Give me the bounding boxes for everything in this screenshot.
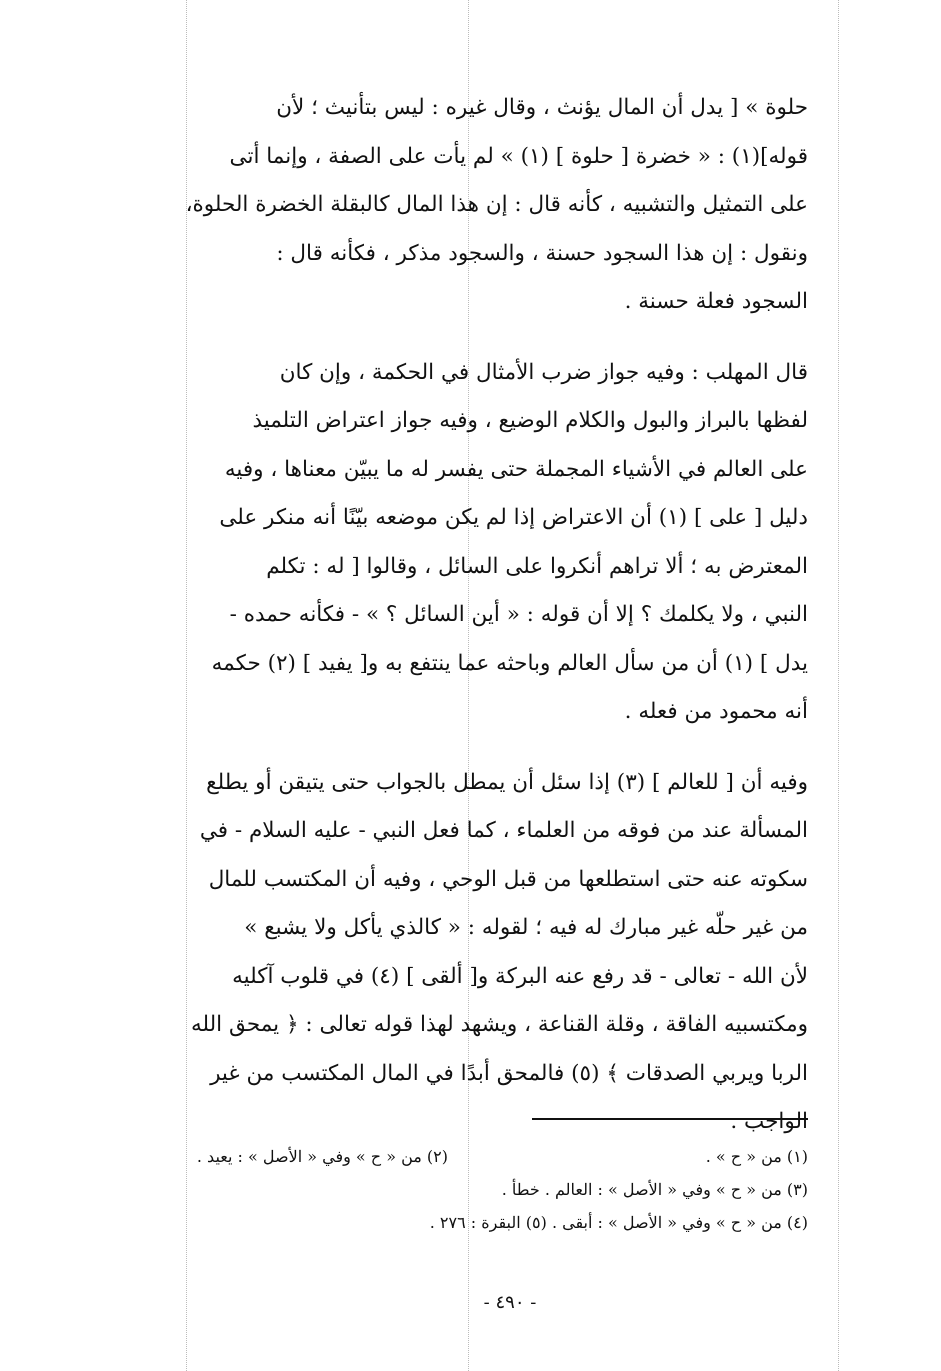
- paragraph: [118, 759, 808, 1147]
- text-line: السجود فعلة حسنة .: [624, 289, 808, 314]
- paragraph: [118, 84, 808, 327]
- scan-guide-line: [838, 0, 839, 1371]
- footnote-3: (٣) من « ح » وفي « الأصل » : العالم . خطأ .: [501, 1180, 808, 1199]
- text-line: ومكتسبيه الفاقة ، وقلة القناعة ، ويشهد لهذا قوله تعالى : ﴿ يمحق الله: [190, 1012, 808, 1037]
- text-line: يدل ] (١) أن من سأل العالم وباحثه عما ينتفع به و[ يفيد ] (٢) حكمه: [211, 650, 808, 676]
- page-number: - ٤٩٠ -: [483, 1292, 537, 1313]
- text-line: ونقول : إن هذا السجود حسنة ، والسجود مذكر ، فكأنه قال :: [276, 240, 808, 266]
- text-line: وفيه أن [ للعالم ] (٣) إذا سئل أن يمطل بالجواب حتى يتيقن أو يطلع: [206, 769, 808, 795]
- text-line: حلوة » [ يدل أن المال يؤنث ، وقال غيره : ليس بتأنيث ؛ لأن: [276, 95, 808, 120]
- text-line: المعترض به ؛ ألا تراهم أنكروا على السائل ، وقالوا [ له : تكلم: [266, 553, 808, 579]
- footnote-4-5: (٤) من « ح » وفي « الأصل » : أبقى . (٥) البقرة : ٢٧٦ .: [429, 1213, 808, 1232]
- text-line: قوله](١) : « خضرة [ حلوة ] (١) » لم يأت على الصفة ، وإنما أتى: [229, 143, 808, 169]
- text-line: النبي ، ولا يكلمك ؟ إلا أن قوله : « أين السائل ؟ » - فكأنه حمده -: [229, 602, 808, 627]
- text-line: الواجب .: [730, 1109, 808, 1134]
- footnote-line: [118, 1140, 808, 1173]
- text-line: المسألة عند من فوقه من العلماء ، كما فعل النبي - عليه السلام - في: [199, 818, 808, 843]
- text-line: لفظها بالبراز والبول والكلام الوضيع ، وفيه جواز اعتراض التلميذ: [252, 408, 808, 433]
- footnote-line: [118, 1206, 808, 1239]
- page-body: [118, 84, 808, 1169]
- text-line: دليل [ على ] (١) أن الاعتراض إذا لم يكن موضعه بيّنًا أنه منكر على: [219, 505, 808, 530]
- text-line: قال المهلب : وفيه جواز ضرب الأمثال في الحكمة ، وإن كان: [279, 359, 808, 385]
- text-line: من غير حلّه غير مبارك له فيه ؛ لقوله : « كالذي يأكل ولا يشبع »: [244, 915, 808, 940]
- footnote-line: [118, 1173, 808, 1206]
- footnote-1: (١) من « ح » .: [705, 1147, 808, 1166]
- footnote-2: (٢) من « ح » وفي « الأصل » : يعيد .: [196, 1147, 448, 1166]
- text-line: الربا ويربي الصدقات ﴾ (٥) فالمحق أبدًا في المال المكتسب من غير: [210, 1060, 808, 1086]
- text-line: لأن الله - تعالى - قد رفع عنه البركة و[ ألقى ] (٤) في قلوب آكليه: [232, 963, 808, 989]
- footnote-divider: [532, 1118, 808, 1120]
- text-line: على التمثيل والتشبيه ، كأنه قال : إن هذا المال كالبقلة الخضرة الحلوة،: [185, 192, 808, 217]
- text-line: سكوته عنه حتى استطلعها من قبل الوحي ، وفيه أن المكتسب للمال: [208, 866, 808, 892]
- text-line: على العالم في الأشياء المجملة حتى يفسر له ما يبيّن معناها ، وفيه: [224, 456, 808, 482]
- footnotes: [118, 1140, 808, 1239]
- paragraph: [118, 349, 808, 737]
- text-line: أنه محمود من فعله .: [624, 699, 808, 724]
